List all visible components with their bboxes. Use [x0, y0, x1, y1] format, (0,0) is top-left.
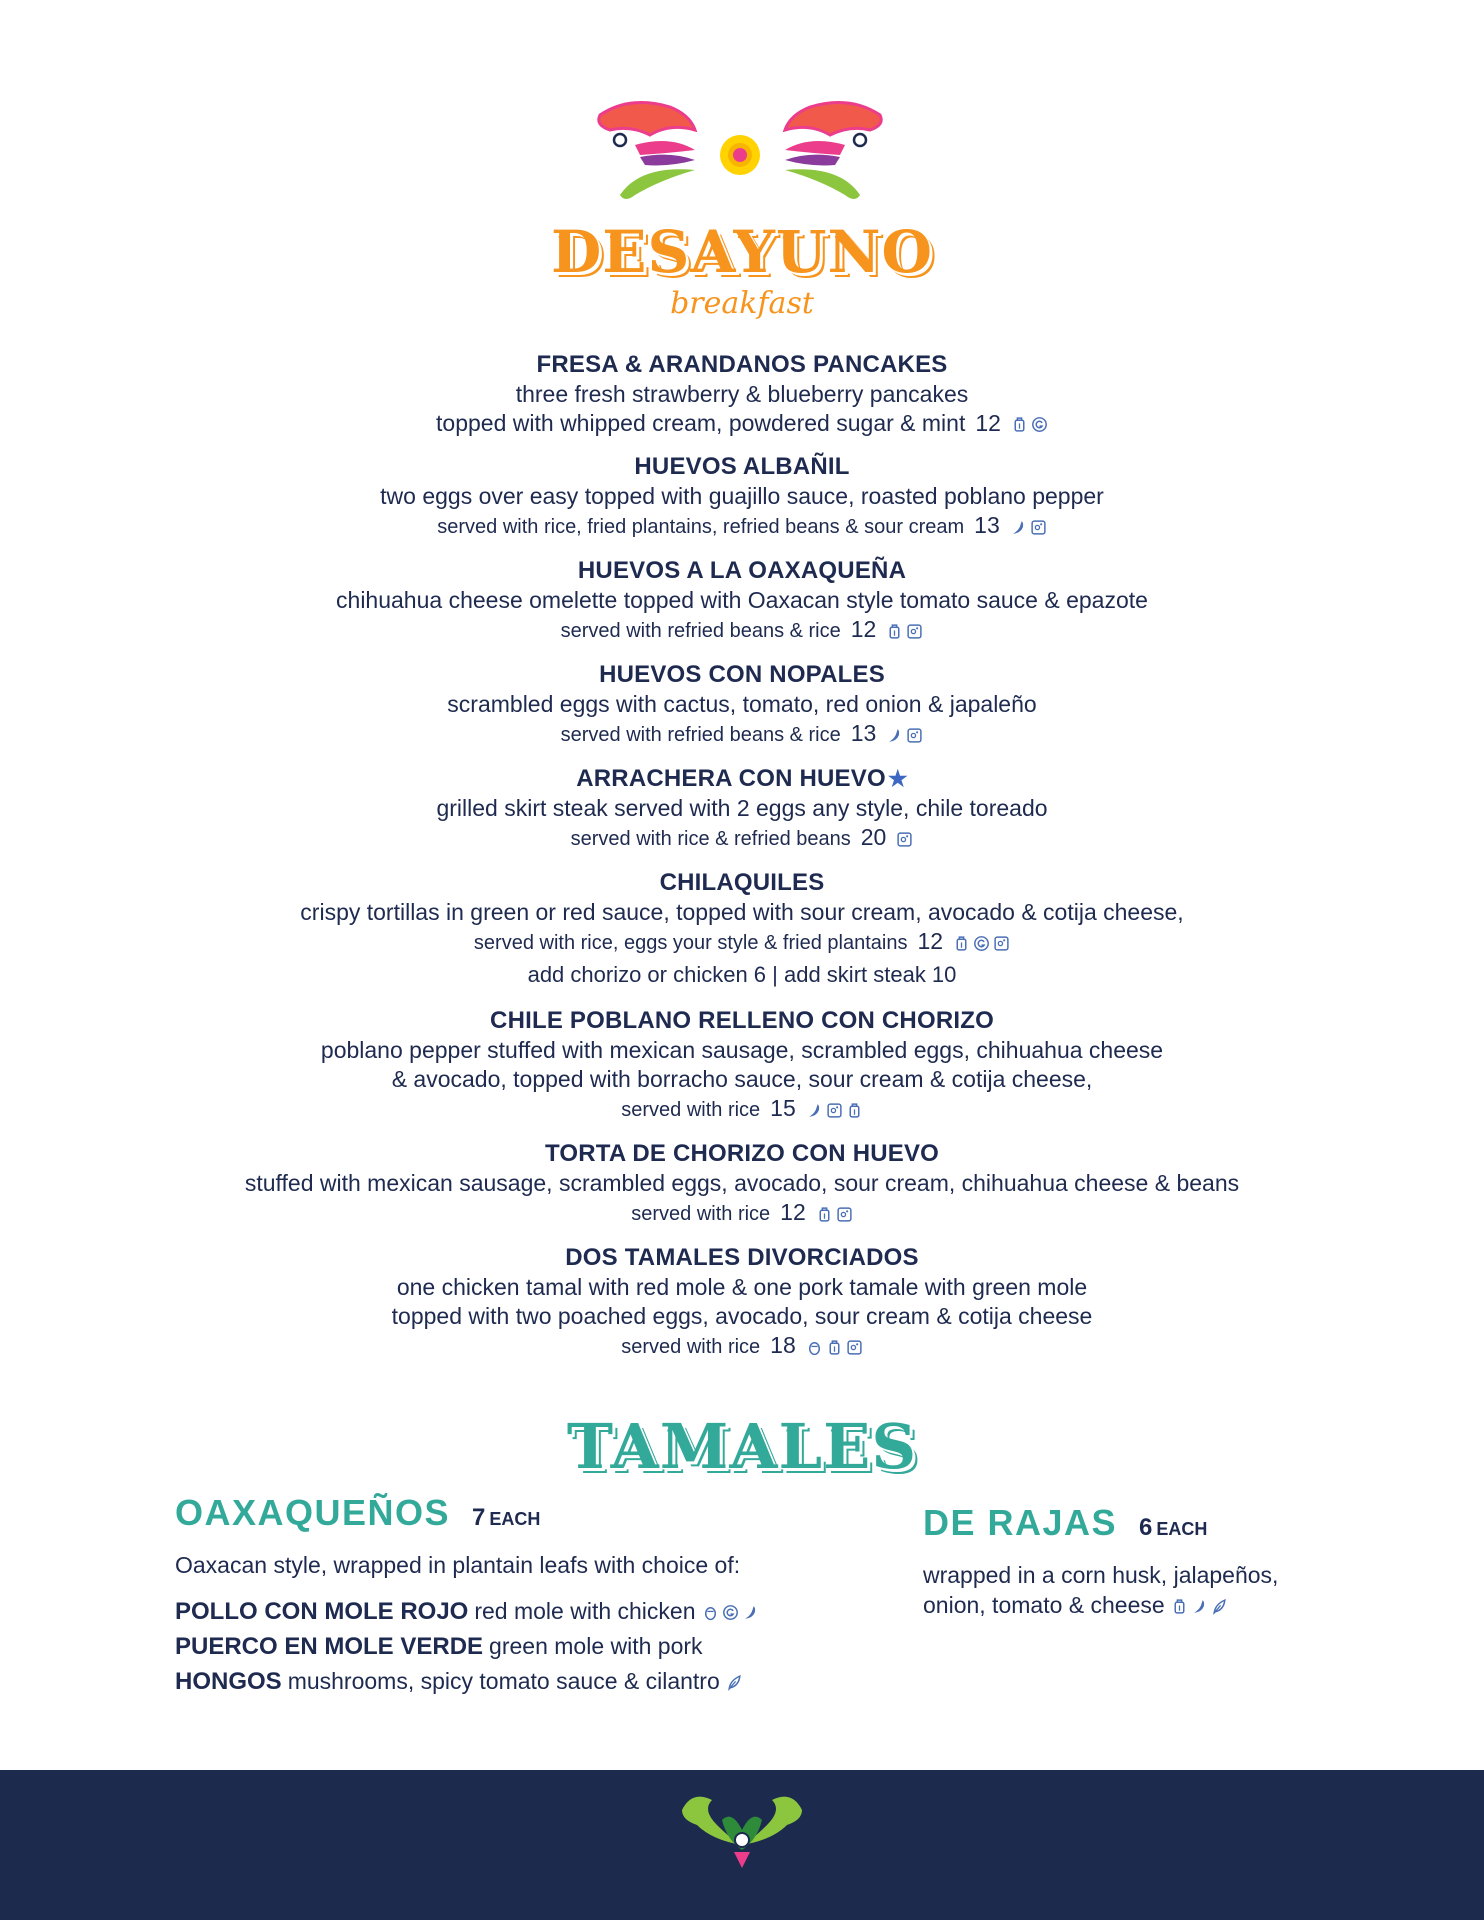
menu-item-served: served with refried beans & rice 12	[0, 615, 1484, 646]
menu-item-price: 18	[770, 1332, 796, 1358]
menu-item-served: served with rice, eggs your style & fried plantains 12	[0, 927, 1484, 958]
tamal-option: POLLO CON MOLE ROJO red mole with chicken	[175, 1594, 815, 1629]
spicy-icon	[1191, 1598, 1208, 1615]
allergen-icons	[726, 1674, 743, 1691]
header-logo	[590, 95, 890, 205]
spicy-icon	[806, 1102, 823, 1119]
dairy-icon	[993, 935, 1010, 952]
menu-item-served: served with rice & refried beans 20	[0, 823, 1484, 854]
menu-item	[0, 764, 1484, 854]
menu-item-served: served with rice 12	[0, 1198, 1484, 1229]
vegetarian-icon	[826, 1339, 843, 1356]
footer-logo	[672, 1790, 812, 1870]
desayuno-title: DESAYUNO	[550, 218, 934, 286]
menu-item-served: topped with whipped cream, powdered sugar & mint 12	[0, 409, 1484, 438]
vegetarian-icon	[953, 935, 970, 952]
menu-item-price: 12	[975, 410, 1001, 436]
allergen-icons	[896, 831, 913, 848]
menu-item-name: HUEVOS CON NOPALES	[599, 661, 885, 688]
menu-item-price: 20	[860, 824, 887, 850]
tamal-price: 7 EACH	[472, 1504, 541, 1531]
allergen-icons	[806, 1339, 863, 1356]
breakfast-menu-list	[0, 350, 1484, 1376]
menu-item-served: served with refried beans & rice 13	[0, 719, 1484, 750]
menu-item	[0, 1139, 1484, 1229]
menu-item-price: 12	[917, 928, 944, 954]
menu-item-description: one chicken tamal with red mole & one pork tamale with green mole	[396, 1274, 1088, 1300]
menu-item-name: CHILAQUILES	[659, 869, 825, 896]
menu-item	[0, 868, 1484, 992]
menu-item-description: two eggs over easy topped with guajillo sauce, roasted poblano pepper	[380, 483, 1104, 509]
menu-item-name: DOS TAMALES DIVORCIADOS	[565, 1244, 919, 1271]
tamal-description: Oaxacan style, wrapped in plantain leafs with choice of:	[175, 1552, 741, 1578]
menu-item	[0, 350, 1484, 438]
vegan-icon	[726, 1674, 743, 1691]
tamal-name: DE RAJAS	[923, 1502, 1118, 1543]
menu-item-description: poblano pepper stuffed with mexican sausage, scrambled eggs, chihuahua cheese	[320, 1037, 1164, 1063]
allergen-icons	[1010, 519, 1047, 536]
menu-item-name: CHILE POBLANO RELLENO CON CHORIZO	[490, 1007, 994, 1034]
tamal-description: wrapped in a corn husk, jalapeños, onion, tomato & cheese	[923, 1562, 1279, 1618]
vegetarian-icon	[1171, 1598, 1188, 1615]
dairy-icon	[846, 1339, 863, 1356]
menu-item	[0, 1006, 1484, 1125]
vegan-icon	[1211, 1598, 1228, 1615]
tamales-oaxaquenos	[175, 1492, 815, 1699]
menu-item-description: scrambled eggs with cactus, tomato, red onion & japaleño	[447, 691, 1037, 717]
dairy-icon	[836, 1206, 853, 1223]
menu-item	[0, 660, 1484, 750]
allergen-icons	[816, 1206, 853, 1223]
star-icon: ★	[887, 766, 908, 791]
menu-item-description: three fresh strawberry & blueberry pancakes	[515, 381, 969, 407]
menu-item-served: served with rice, fried plantains, refried beans & sour cream 13	[0, 511, 1484, 542]
vegetarian-icon	[816, 1206, 833, 1223]
menu-item-price: 15	[770, 1095, 796, 1121]
menu-item-price: 12	[850, 616, 877, 642]
vegetarian-icon	[1011, 416, 1028, 433]
menu-item-price: 12	[780, 1199, 806, 1225]
vegetarian-icon	[846, 1102, 863, 1119]
spicy-icon	[886, 727, 903, 744]
gluten-icon	[722, 1604, 739, 1621]
menu-item	[0, 1243, 1484, 1362]
menu-item	[0, 556, 1484, 646]
menu-item-served: served with rice 15	[0, 1094, 1484, 1125]
allergen-icons	[1011, 416, 1048, 433]
tamal-option: PUERCO EN MOLE VERDE green mole with pork	[175, 1633, 703, 1660]
breakfast-subtitle: breakfast	[670, 286, 814, 321]
menu-item-description: stuffed with mexican sausage, scrambled eggs, avocado, sour cream, chihuahua cheese & beans	[244, 1170, 1240, 1196]
dairy-icon	[906, 727, 923, 744]
menu-item-description: grilled skirt steak served with 2 eggs any style, chile toreado	[436, 795, 1048, 821]
dairy-icon	[896, 831, 913, 848]
menu-item-price: 13	[974, 512, 1000, 538]
nut-icon	[806, 1339, 823, 1356]
menu-item	[0, 452, 1484, 542]
allergen-icons	[886, 623, 923, 640]
dairy-icon	[906, 623, 923, 640]
dairy-icon	[1030, 519, 1047, 536]
tamal-price: 6 EACH	[1139, 1514, 1208, 1541]
vegetarian-icon	[886, 623, 903, 640]
menu-item-description: crispy tortillas in green or red sauce, topped with sour cream, avocado & cotija cheese,	[300, 899, 1184, 925]
menu-item-description: topped with two poached eggs, avocado, sour cream & cotija cheese	[391, 1303, 1093, 1329]
menu-item-name: FRESA & ARANDANOS PANCAKES	[536, 351, 948, 378]
tamal-options	[175, 1594, 815, 1699]
menu-item-description: & avocado, topped with borracho sauce, sour cream & cotija cheese,	[391, 1066, 1093, 1092]
menu-item-name: HUEVOS A LA OAXAQUEÑA	[577, 557, 907, 584]
menu-item-name: HUEVOS ALBAÑIL	[634, 453, 850, 480]
menu-item-name: TORTA DE CHORIZO CON HUEVO	[544, 1140, 940, 1167]
menu-item-price: 13	[850, 720, 877, 746]
menu-item-name: ARRACHERA CON HUEVO★	[576, 765, 908, 792]
menu-item-description: chihuahua cheese omelette topped with Oaxacan style tomato sauce & epazote	[336, 587, 1148, 613]
tamales-title: TAMALES	[566, 1410, 918, 1483]
allergen-icons	[953, 935, 1010, 952]
menu-item-addon: add chorizo or chicken 6 | add skirt steak 10	[527, 962, 957, 987]
gluten-icon	[1031, 416, 1048, 433]
tamales-de-rajas	[923, 1502, 1343, 1620]
tamal-option: HONGOS mushrooms, spicy tomato sauce & cilantro	[175, 1664, 815, 1699]
allergen-icons	[886, 727, 923, 744]
spicy-icon	[1010, 519, 1027, 536]
gluten-icon	[973, 935, 990, 952]
nut-icon	[702, 1604, 719, 1621]
allergen-icons	[1171, 1598, 1228, 1615]
spicy-icon	[742, 1604, 759, 1621]
dairy-icon	[826, 1102, 843, 1119]
menu-item-served: served with rice 18	[0, 1331, 1484, 1362]
allergen-icons	[702, 1604, 759, 1621]
tamal-name: OAXAQUEÑOS	[175, 1492, 451, 1533]
allergen-icons	[806, 1102, 863, 1119]
